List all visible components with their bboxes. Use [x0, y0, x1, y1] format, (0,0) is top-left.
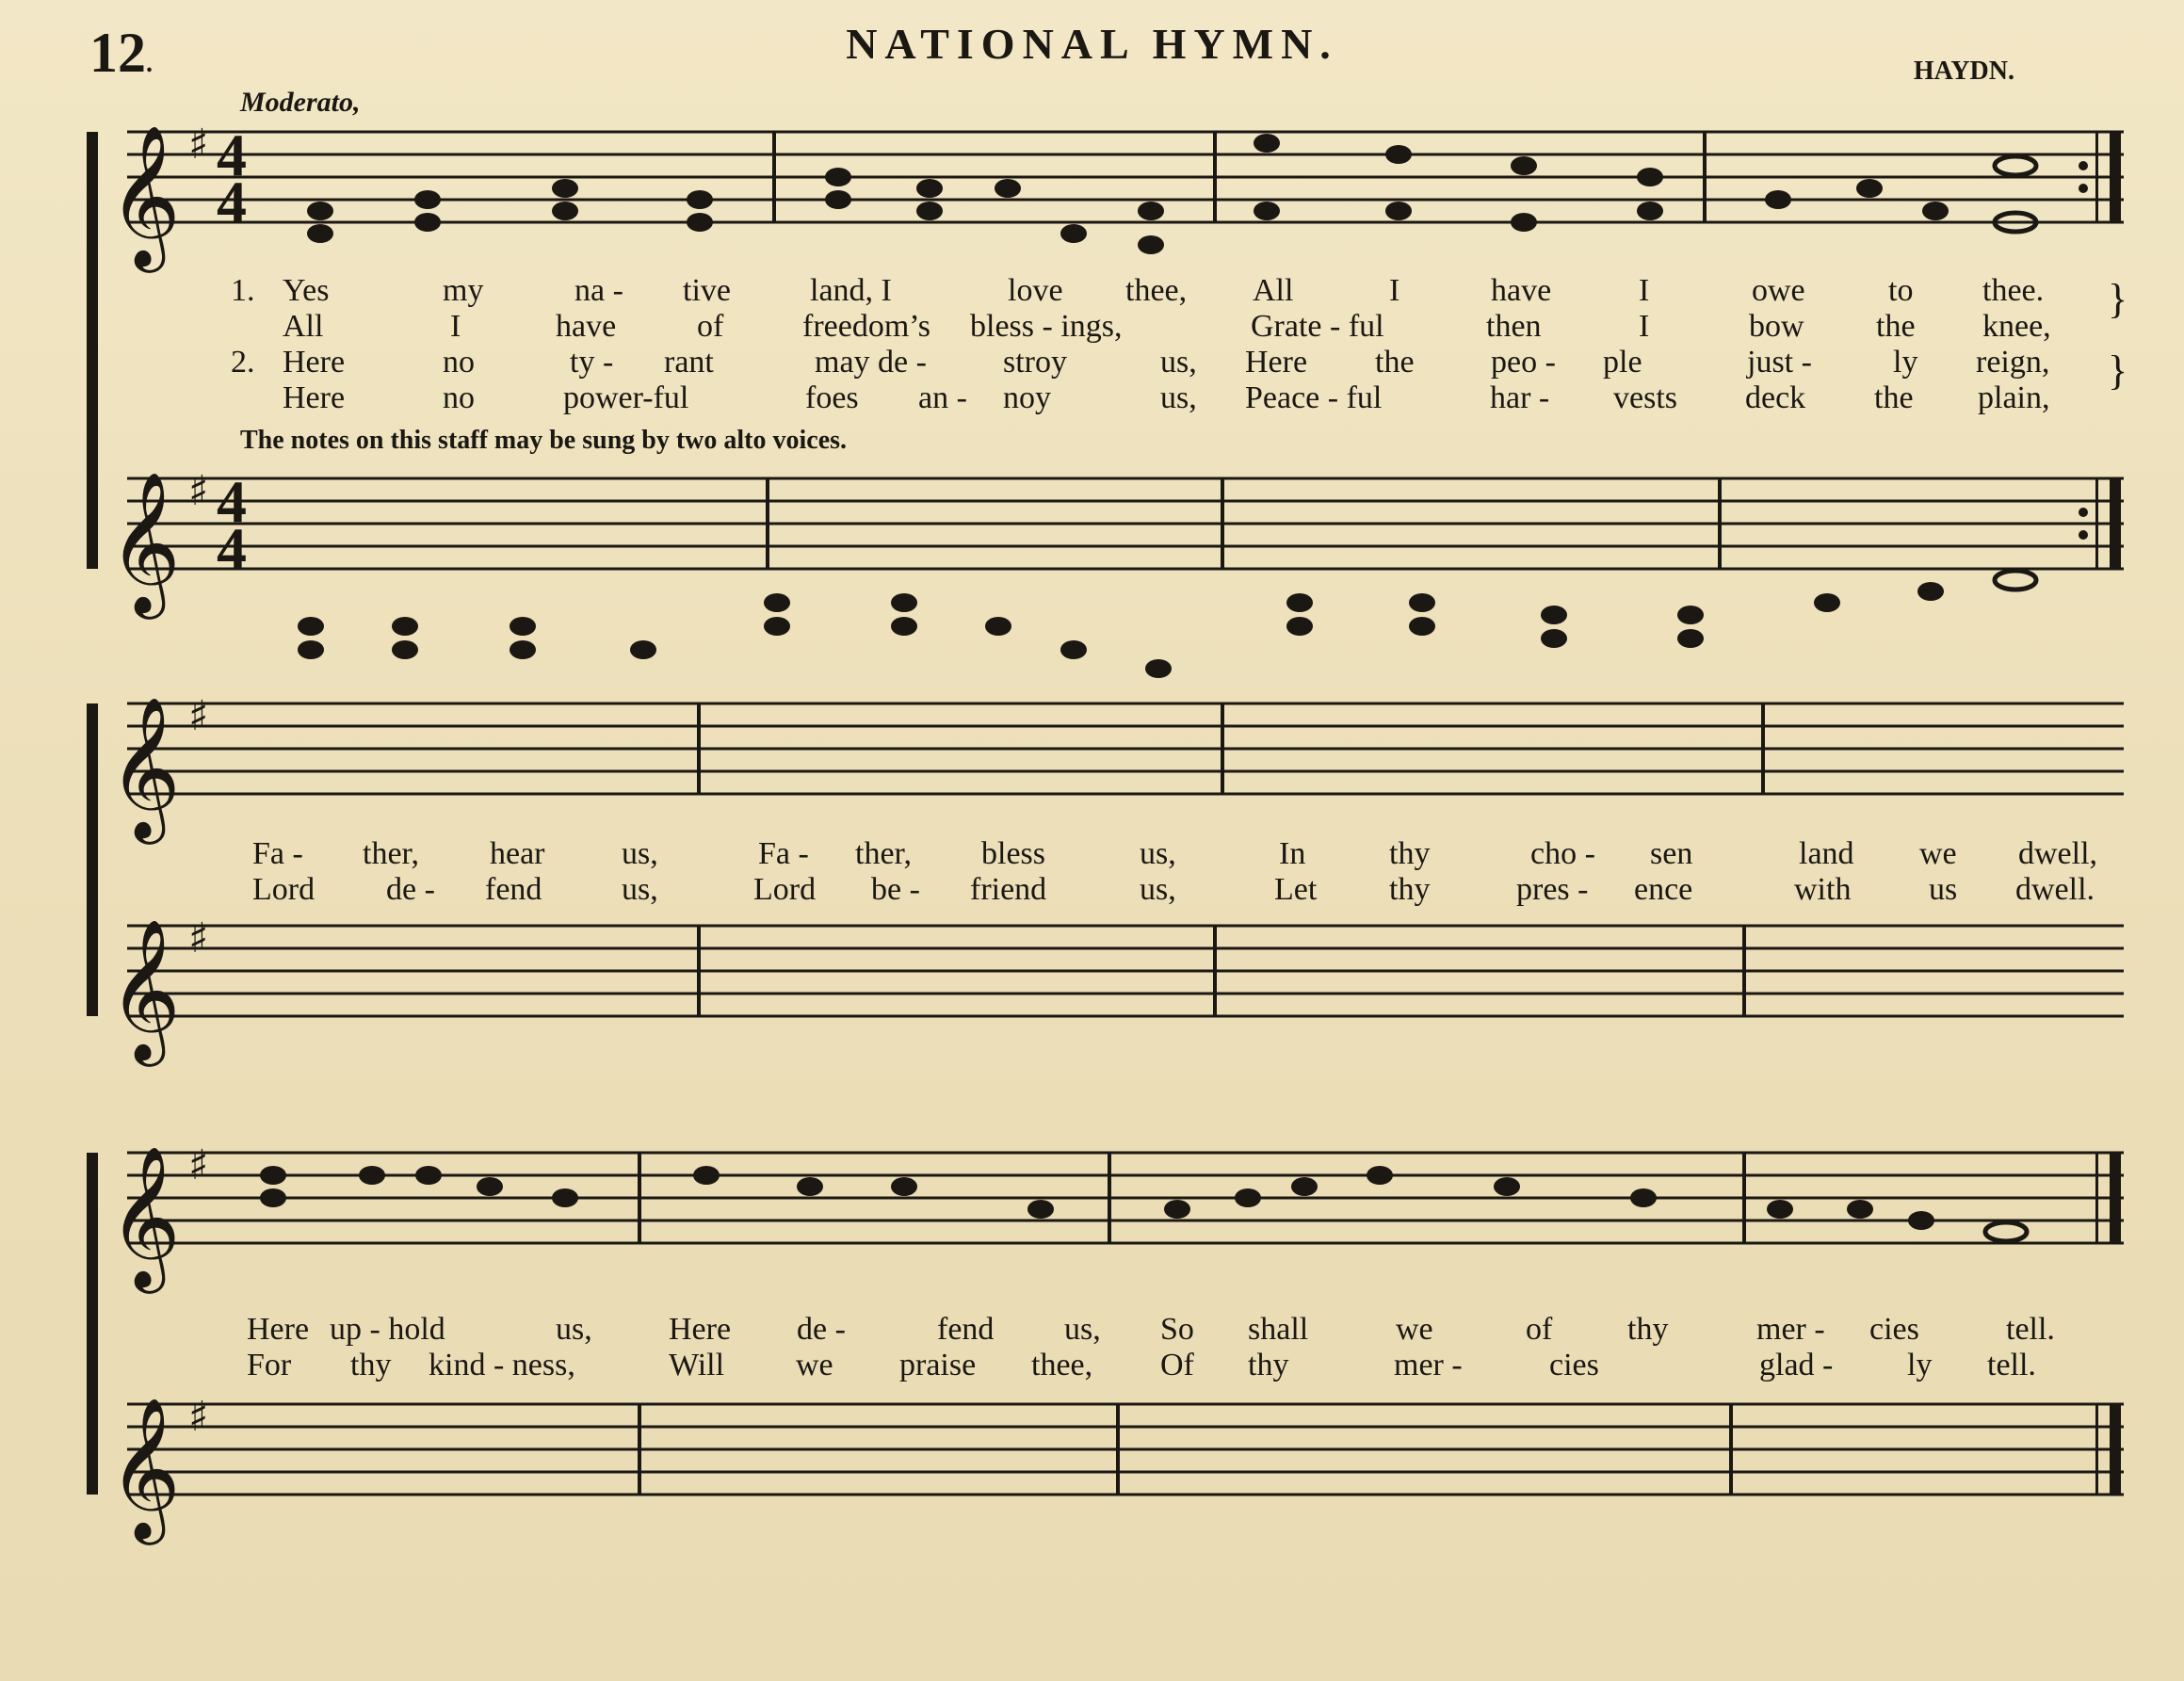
lyric-word: thee.: [1982, 273, 2045, 308]
lyric-word: dwell.: [2015, 872, 2095, 907]
svg-text:♯: ♯: [188, 914, 209, 962]
lyric-word: mer -: [1394, 1348, 1463, 1382]
lyric-word: dwell,: [2018, 836, 2098, 871]
lyric-word: deck: [1745, 380, 1806, 415]
lyric-word: owe: [1752, 273, 1805, 308]
lyric-word: us,: [556, 1312, 592, 1347]
lyric-word: shall: [1248, 1312, 1309, 1347]
lyric-word: har -: [1490, 380, 1550, 415]
lyric-word: For: [247, 1348, 292, 1382]
lyric-word: Fa -: [758, 836, 809, 871]
lyric-word: All: [1253, 273, 1294, 308]
verse-brace: }: [2108, 276, 2128, 322]
lyric-word: In: [1279, 836, 1306, 871]
lyric-word: tell.: [1987, 1348, 2036, 1382]
lyric-word: Grate - ful: [1251, 309, 1384, 344]
lyric-word: my: [443, 273, 484, 308]
lyric-word: the: [1375, 345, 1415, 380]
lyric-word: hear: [490, 836, 545, 871]
lyric-word: Lord: [252, 872, 315, 907]
svg-text:♯: ♯: [188, 467, 209, 515]
alto-staff-note: The notes on this staff may be sung by two alto voices.: [240, 426, 848, 455]
lyric-word: friend: [970, 872, 1047, 907]
page-title: NATIONAL HYMN.: [846, 20, 1338, 68]
lyric-word: I: [1639, 273, 1650, 308]
lyric-word: Will: [669, 1348, 725, 1382]
svg-text:♯: ♯: [188, 121, 209, 169]
lyric-word: Yes: [283, 273, 330, 308]
lyric-word: Here: [283, 345, 346, 380]
lyric-word: may de -: [815, 345, 927, 380]
lyric-word: of: [1526, 1312, 1553, 1347]
lyric-word: us,: [1160, 380, 1197, 415]
lyric-word: Here: [669, 1312, 732, 1347]
lyric-word: ple: [1603, 345, 1642, 380]
lyric-word: thy: [1389, 836, 1431, 871]
lyric-word: I: [1389, 273, 1400, 308]
lyric-word: foes: [805, 380, 859, 415]
lyric-word: praise: [899, 1348, 977, 1382]
lyric-word: cies: [1869, 1312, 1919, 1347]
lyric-word: All: [283, 309, 324, 344]
lyric-word: us,: [622, 836, 658, 871]
staff-2-treble: [127, 703, 2124, 794]
svg-text:𝄞: 𝄞: [108, 695, 181, 838]
lyric-word: glad -: [1759, 1348, 1834, 1382]
lyric-word: cies: [1549, 1348, 1599, 1382]
lyric-word: cho -: [1530, 836, 1595, 871]
lyric-word: thy: [1248, 1348, 1289, 1382]
lyric-word: then: [1486, 309, 1542, 344]
svg-text:𝄞: 𝄞: [108, 470, 181, 613]
lyric-word: power-ful: [563, 380, 689, 415]
svg-text:♯: ♯: [188, 1141, 209, 1189]
lyric-word: thy: [350, 1348, 392, 1382]
lyric-word: bless: [981, 836, 1045, 871]
lyric-word: thee,: [1031, 1348, 1093, 1382]
lyric-word: up - hold: [330, 1312, 445, 1347]
lyric-word: ther,: [855, 836, 912, 871]
lyric-word: stroy: [1003, 345, 1067, 380]
svg-text:𝄞: 𝄞: [108, 123, 181, 267]
lyric-word: the: [1874, 380, 1914, 415]
tempo-marking: Moderato,: [240, 87, 361, 118]
lyric-word: ence: [1634, 872, 1693, 907]
lyric-word: tive: [683, 273, 731, 308]
lyric-word: us,: [1160, 345, 1197, 380]
svg-text:𝄞: 𝄞: [108, 1144, 181, 1287]
time-sig-bottom-1: 4: [217, 169, 247, 235]
lyric-word: tell.: [2006, 1312, 2055, 1347]
lyric-word: na -: [574, 273, 623, 308]
lyric-word: we: [1396, 1312, 1433, 1347]
lyric-word: us: [1929, 872, 1958, 907]
lyric-word: we: [796, 1348, 833, 1382]
staff-1-lower: [127, 478, 2124, 569]
lyric-word: bless - ings,: [970, 309, 1123, 344]
lyric-word: of: [697, 309, 724, 344]
lyric-word: vests: [1613, 380, 1677, 415]
svg-text:♯: ♯: [188, 692, 209, 740]
lyric-word: Fa -: [252, 836, 303, 871]
lyric-word: the: [1876, 309, 1916, 344]
lyric-word: thy: [1627, 1312, 1669, 1347]
staff-3-lower: [127, 1404, 2124, 1495]
lyric-word: I: [450, 309, 461, 344]
lyric-word: land: [1799, 836, 1854, 871]
lyric-word: de -: [797, 1312, 846, 1347]
lyric-word: peo -: [1491, 345, 1556, 380]
time-sig-top-2: 4: [217, 468, 247, 535]
lyric-word: So: [1160, 1312, 1194, 1347]
lyric-word: plain,: [1978, 380, 2050, 415]
lyric-word: Peace - ful: [1245, 380, 1383, 415]
lyric-word: bow: [1749, 309, 1804, 344]
lyric-word: Here: [283, 380, 346, 415]
lyric-word: have: [1491, 273, 1552, 308]
lyric-word: knee,: [1982, 309, 2051, 344]
lyric-word: ly: [1893, 345, 1918, 380]
page-number: 12.: [89, 22, 153, 84]
lyric-word: have: [556, 309, 617, 344]
lyric-word: Let: [1274, 872, 1318, 907]
lyric-word: with: [1794, 872, 1852, 907]
lyric-word: us,: [1140, 836, 1176, 871]
staff-2-lower: [127, 926, 2124, 1016]
lyric-word: freedom’s: [802, 309, 930, 344]
time-sig-bottom-2: 4: [217, 515, 247, 582]
lyric-word: fend: [937, 1312, 995, 1347]
svg-text:♯: ♯: [188, 1393, 209, 1441]
lyric-word: ty -: [570, 345, 614, 380]
lyric-word: us,: [1064, 1312, 1101, 1347]
lyric-word: Of: [1160, 1348, 1194, 1382]
lyric-word: pres -: [1516, 872, 1589, 907]
lyric-word: kind - ness,: [429, 1348, 575, 1382]
lyric-word: rant: [664, 345, 714, 380]
lyric-word: no: [443, 345, 475, 380]
lyric-word: noy: [1003, 380, 1051, 415]
lyric-word: love: [1008, 273, 1063, 308]
lyric-word: us,: [622, 872, 658, 907]
lyric-word: fend: [485, 872, 542, 907]
verse-number: 1.: [231, 273, 255, 308]
lyric-word: we: [1919, 836, 1957, 871]
lyric-word: mer -: [1756, 1312, 1825, 1347]
lyric-word: no: [443, 380, 475, 415]
lyric-word: us,: [1140, 872, 1176, 907]
lyric-word: thy: [1389, 872, 1431, 907]
lyric-word: thee,: [1125, 273, 1188, 308]
lyric-word: I: [1639, 309, 1650, 344]
lyric-word: ther,: [363, 836, 419, 871]
lyric-word: be -: [871, 872, 920, 907]
lyric-word: to: [1888, 273, 1914, 308]
verse-brace: }: [2108, 348, 2128, 394]
time-sig-top-1: 4: [217, 121, 247, 188]
lyric-word: Here: [247, 1312, 310, 1347]
lyric-word: just -: [1747, 345, 1812, 380]
lyric-word: de -: [386, 872, 435, 907]
lyric-word: reign,: [1976, 345, 2050, 380]
composer-credit: HAYDN.: [1913, 57, 2014, 86]
lyric-word: ly: [1907, 1348, 1933, 1382]
verse-number: 2.: [231, 345, 255, 380]
lyric-word: Lord: [753, 872, 817, 907]
lyric-word: Here: [1245, 345, 1308, 380]
lyric-word: sen: [1650, 836, 1693, 871]
lyric-word: land, I: [810, 273, 892, 308]
svg-text:𝄞: 𝄞: [108, 917, 181, 1060]
lyric-word: an -: [918, 380, 967, 415]
svg-text:𝄞: 𝄞: [108, 1396, 181, 1539]
